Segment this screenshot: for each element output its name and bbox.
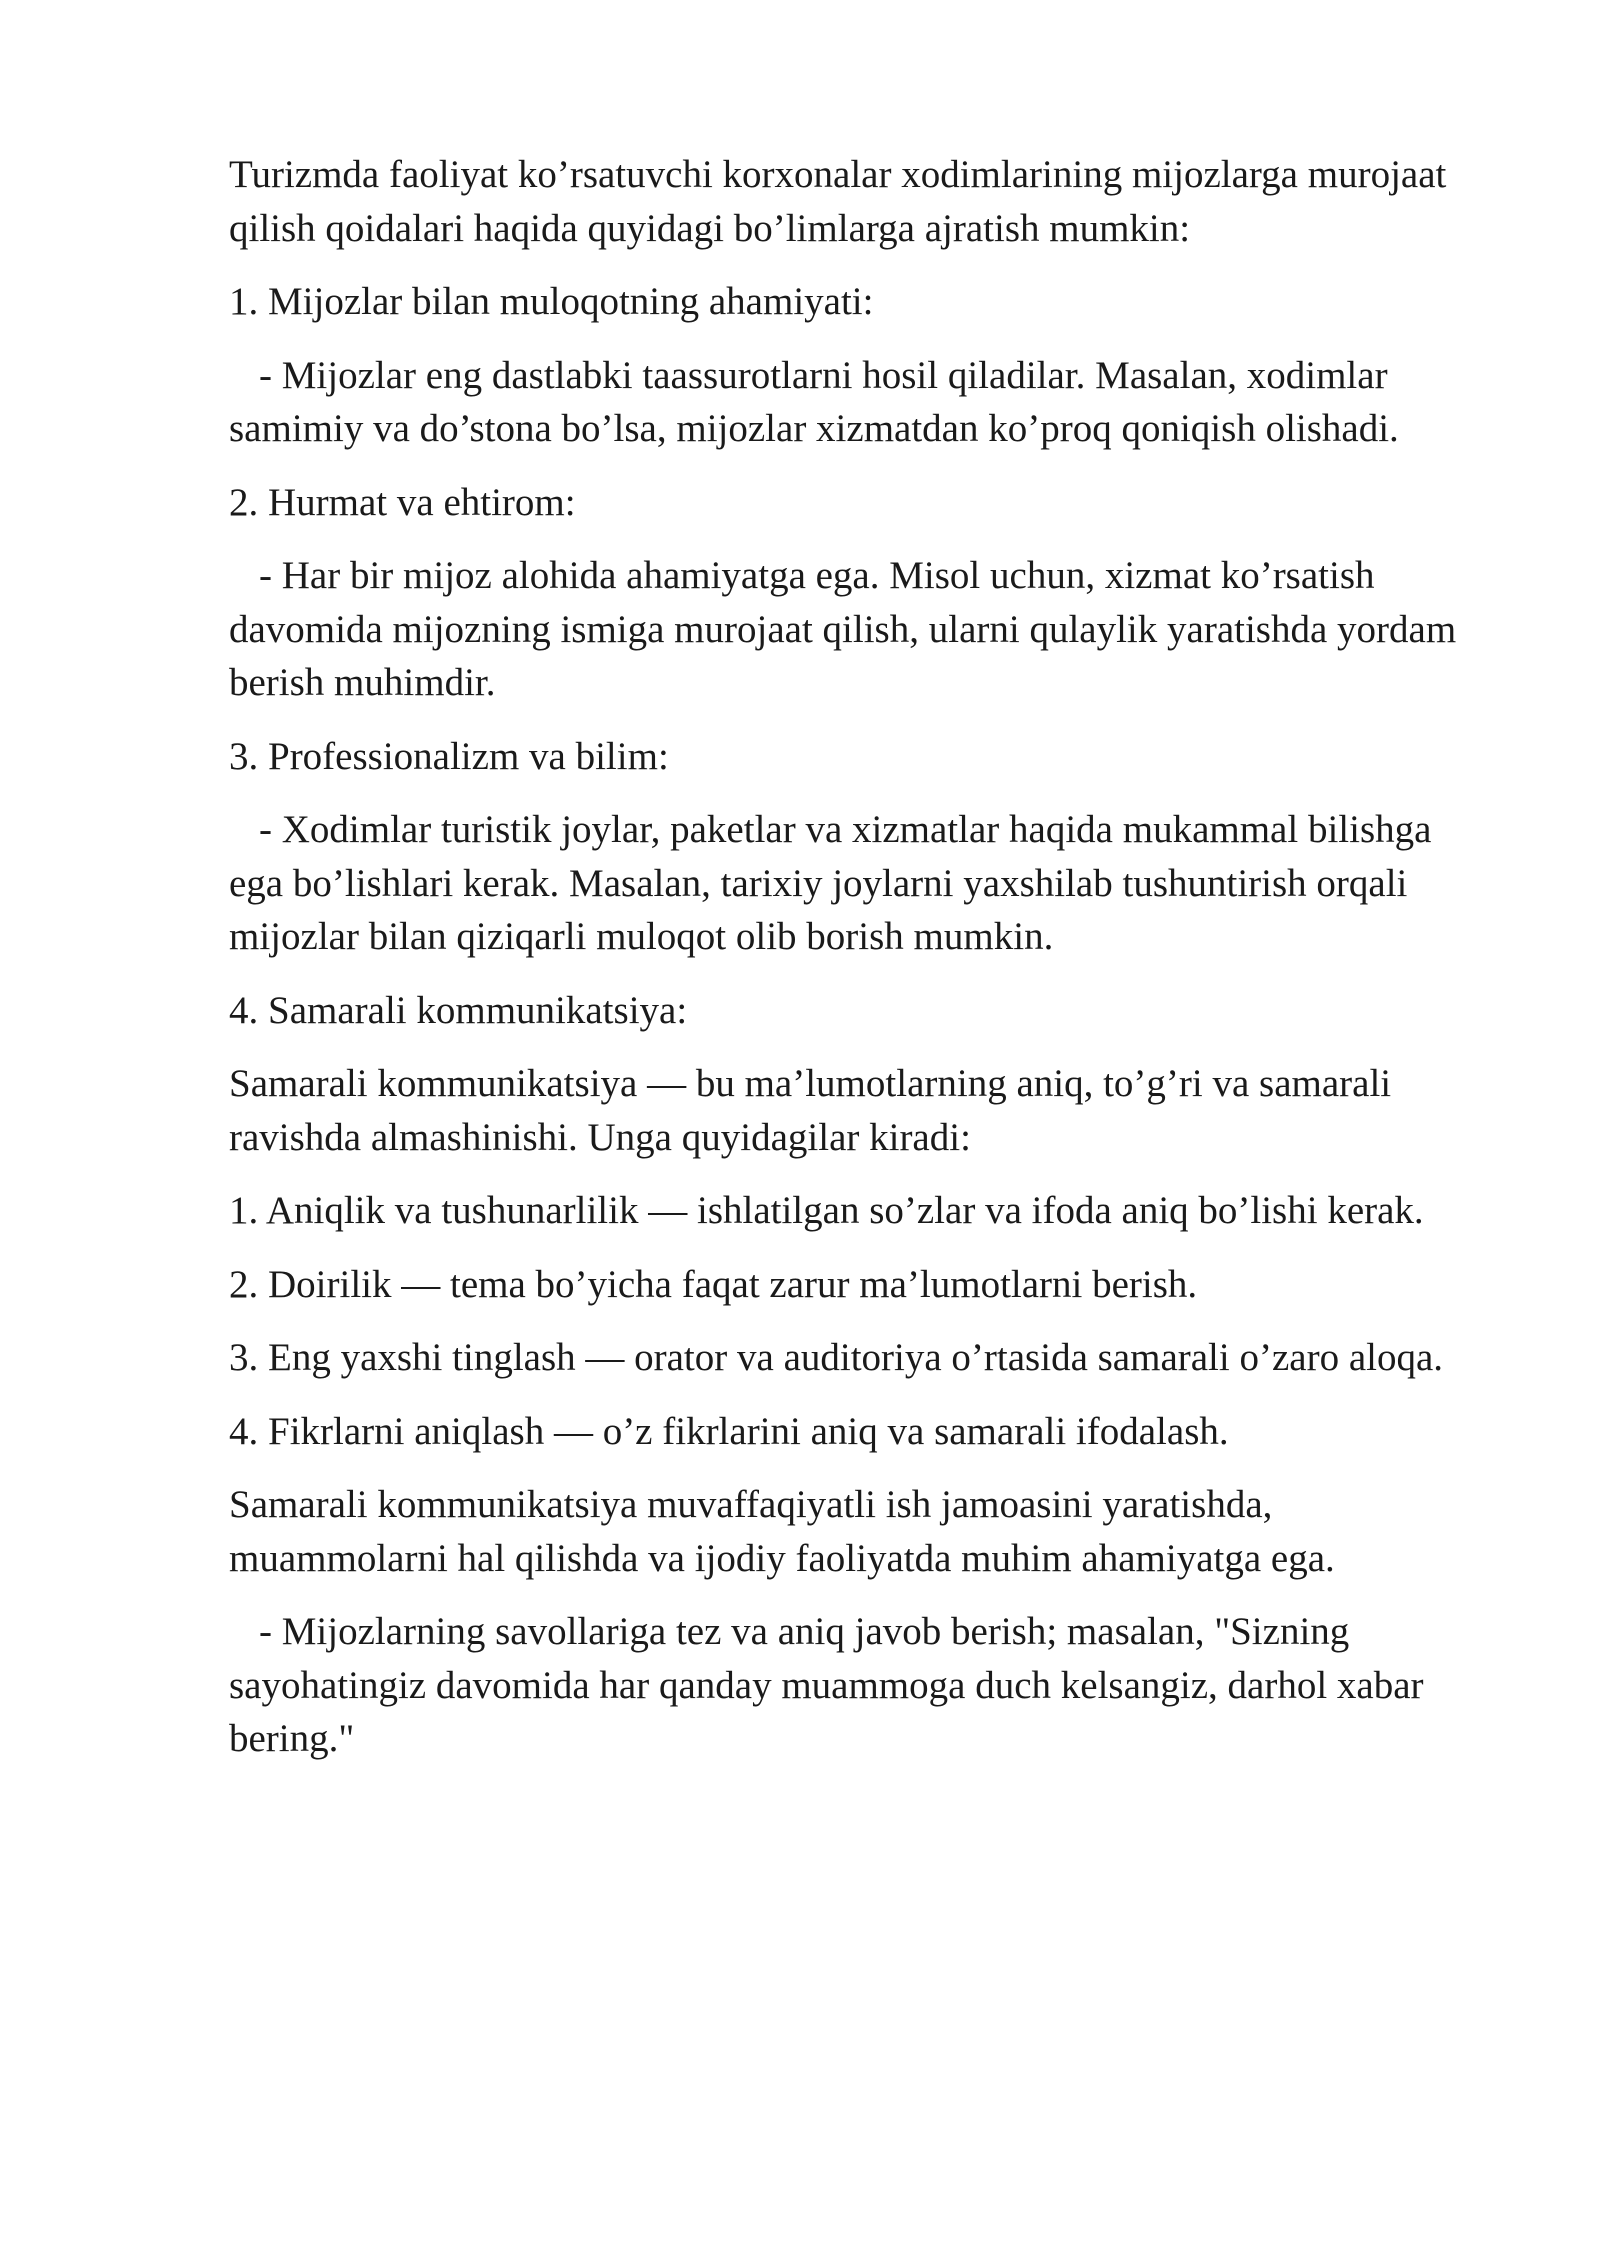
section-heading-4: 4. Samarali kommunikatsiya: [229, 988, 688, 1032]
intro-paragraph: Turizmda faoliyat ko’rsatuvchi korxonalar xodimlarining mijozlarga murojaat qilish qoidalari haqida quyidagi bo’limlarga ajratish mumkin: [229, 153, 1447, 250]
section-body-1: - Mijozlar eng dastlabki taassurotlarni hosil qiladilar. Masalan, xodimlar samimiy va do’stona bo’lsa, mijozlar xizmatdan ko’proq qoniqish olishadi. [229, 353, 1399, 450]
document-page [229, 148, 1489, 1786]
section-heading-1: 1. Mijozlar bilan muloqotning ahamiyati: [229, 280, 874, 323]
closing-paragraph: - Mijozlarning savollariga tez va aniq javob berish; masalan, "Sizning sayohatingiz davomida har qanday muammoga duch kelsangiz, darhol xabar bering." [229, 1610, 1424, 1760]
section-heading-2: 2. Hurmat va ehtirom: [229, 480, 576, 524]
section-body-3: - Xodimlar turistik joylar, paketlar va xizmatlar haqida mukammal bilishga ega bo’lishlari kerak. Masalan, tarixiy joylarni yaxshilab tushuntirish orqali mijozlar bilan qiziqarli muloqot olib borish mumkin. [229, 808, 1432, 958]
section-body-2: - Har bir mijoz alohida ahamiyatga ega. Misol uchun, xizmat ko’rsatish davomida mijozning ismiga murojaat qilish, ularni qulaylik yaratishda yordam berish muhimdir. [229, 554, 1457, 704]
list-item-3: 3. Eng yaxshi tinglash — orator va auditoriya o’rtasida samarali o’zaro aloqa. [229, 1336, 1444, 1379]
definition-paragraph: Samarali kommunikatsiya — bu ma’lumotlarning aniq, to’g’ri va samarali ravishda almashinishi. Unga quyidagilar kiradi: [229, 1062, 1392, 1159]
list-item-2: 2. Doirilik — tema bo’yicha faqat zarur ma’lumotlarni berish. [229, 1262, 1198, 1306]
summary-paragraph: Samarali kommunikatsiya muvaffaqiyatli ish jamoasini yaratishda, muammolarni hal qilishda va ijodiy faoliyatda muhim ahamiyatga ega. [229, 1483, 1335, 1580]
list-item-1: 1. Aniqlik va tushunarlilik — ishlatilgan so’zlar va ifoda aniq bo’lishi kerak. [229, 1189, 1424, 1232]
list-item-4: 4. Fikrlarni aniqlash — o’z fikrlarini aniq va samarali ifodalash. [229, 1409, 1229, 1453]
section-heading-3: 3. Professionalizm va bilim: [229, 734, 669, 778]
